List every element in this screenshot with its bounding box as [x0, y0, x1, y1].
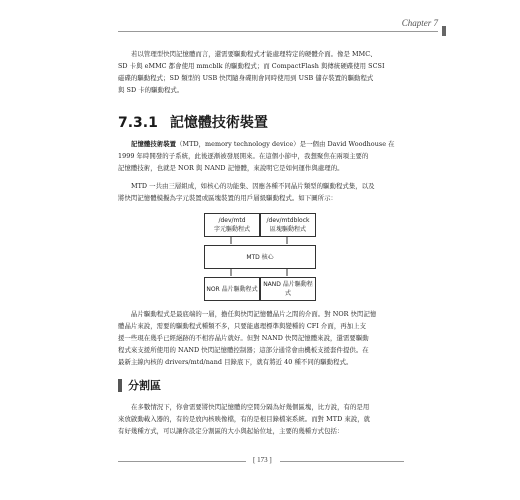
subsection-heading [118, 377, 161, 393]
nor-driver-box [204, 277, 260, 301]
text-line: 援一些現在幾乎已經絕跡的不相容晶片就好。但對 NAND 快閃記憶體來說，還需要驅動 [118, 334, 369, 342]
subsection-title: 分割區 [128, 379, 161, 392]
text-line: MTD 一共由三層組成，如核心的功能集、因應各種不同晶片類型的驅動程式集，以及 [131, 182, 375, 190]
footer-rule-left [118, 461, 246, 462]
text-line: 將快閃記憶體模擬為字元裝置或區塊裝置的用戶層級驅動程式。如下圖所示： [118, 194, 337, 202]
nor-driver-label: NOR 晶片驅動程式 [206, 285, 258, 293]
section-number: 7.3.1 [118, 115, 158, 131]
char-driver-box [204, 213, 260, 237]
section-title: 記憶體技術裝置 [169, 115, 268, 131]
partition-paragraph [118, 401, 440, 437]
text-line: 磁碟的驅動程式；SD 類型的 USB 快閃隨身碟則會同時使用到 USB 儲存裝置的驅動程式 [118, 74, 374, 82]
text-line: 來放啟動載入器的，有的是放內核映像檔，有的是根目錄檔案系統。而對 MTD 來說，就 [118, 415, 371, 423]
text-line: 晶片驅動程式是最底端的一層，擔任與快閃記憶體晶片之間的介面。對 NOR 快閃記憶 [131, 310, 377, 318]
text-line [118, 138, 440, 150]
intro-paragraph [118, 48, 440, 96]
text-line: 1999 年時開發的子系統，此後逐漸被發展開來。在這個小節中，我想聚焦在兩項主要的 [118, 152, 369, 160]
text-line: 有好幾種方式，可以讓你設定分割區的大小與起始位址，主要的幾種方式包括： [118, 427, 344, 435]
char-driver-label: 字元驅動程式 [213, 226, 250, 233]
block-driver-device: /dev/mtdblock [266, 217, 310, 224]
block-driver-label: 區塊驅動程式 [269, 226, 306, 233]
text-line: 體晶片來說，需要的驅動程式種類不多，只要能處理標準與變種的 CFI 介面，再加上支 [118, 322, 367, 330]
footer-rule-right [280, 461, 404, 462]
mtd-core-box [204, 245, 316, 269]
text-line: 最新主線內核的 drivers/mtd/nand 目錄底下，就有將近 40 種不同的驅動程式。 [118, 358, 353, 366]
text-fragment: （MTD，memory technology device）是一個由 David Woodhouse 在 [176, 140, 395, 148]
mtd-paragraph [118, 138, 440, 174]
header-rule [118, 31, 438, 32]
bold-term: 記憶體技術裝置 [131, 140, 177, 148]
text-line: 在多數情況下，你會需要將快閃記憶體的空間分隔為好幾個區塊，比方說，有的是用 [131, 403, 370, 411]
text-line: 與 SD 卡的驅動程式。 [118, 86, 184, 94]
nand-driver-label: NAND 晶片驅動程式 [263, 281, 313, 297]
layers-paragraph [118, 180, 440, 204]
text-line: SD 卡與 eMMC 都會使用 mmcblk 的驅動程式；而 CompactFlash 與傳統硬碟使用 SCSI [118, 62, 385, 70]
chapter-label: Chapter 7 [401, 18, 438, 28]
header-corner-mark [442, 26, 446, 36]
page-number: [ 173 ] [250, 456, 275, 464]
nand-driver-box [260, 277, 316, 301]
text-line: 程式來支援所使用的 NAND 快閃記憶體控制器；這部分通常會由機板支援套件提供。在 [118, 346, 369, 354]
section-heading [118, 112, 268, 132]
mtd-core-label: MTD 核心 [246, 253, 274, 261]
text-line: 記憶體技術，也就是 NOR 與 NAND 記憶體，來說明它是如何運作與處理的。 [118, 164, 344, 172]
heading-bar [118, 379, 122, 392]
chip-driver-paragraph [118, 308, 440, 368]
block-driver-box [260, 213, 316, 237]
text-line: 若以管理型快閃記憶體而言，還需要驅動程式才能處理特定的硬體介面。像是 MMC、 [131, 50, 377, 58]
char-driver-device: /dev/mtd [218, 217, 246, 224]
